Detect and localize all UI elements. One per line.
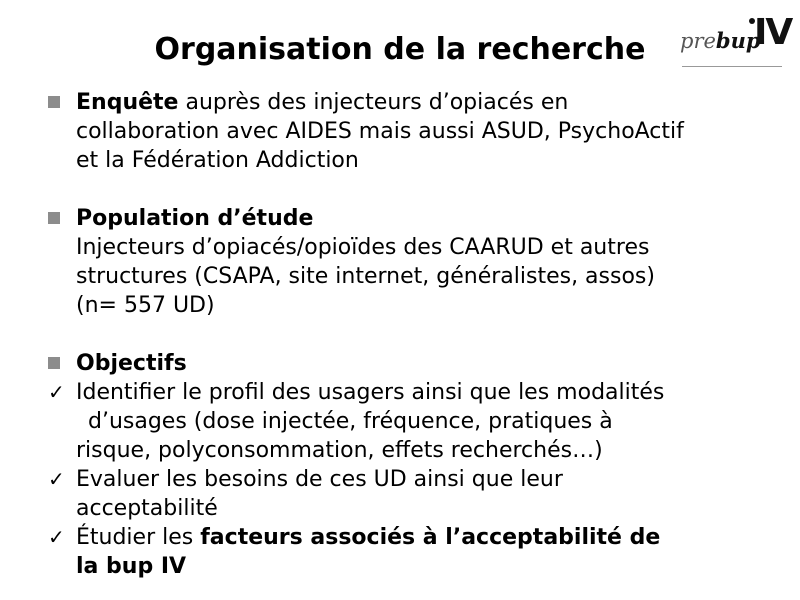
checkmark-icon: ✓ bbox=[48, 380, 65, 404]
check-item-profil bbox=[48, 378, 788, 465]
check-item-facteurs bbox=[48, 523, 788, 581]
check-text: Étudier les bbox=[76, 525, 201, 550]
logo-wordmark bbox=[680, 30, 761, 52]
logo-underline bbox=[682, 66, 782, 67]
bullet-line: collaboration avec AIDES mais aussi ASUD, PsychoActif bbox=[76, 119, 684, 144]
square-bullet-icon bbox=[48, 96, 60, 108]
bullet-text: auprès des injecteurs d’opiacés en bbox=[178, 90, 569, 115]
bullet-heading bbox=[76, 349, 788, 378]
bullet-line bbox=[76, 88, 788, 117]
check-item-besoins bbox=[48, 465, 788, 523]
bullet-heading-text: Population d’étude bbox=[76, 206, 314, 231]
bullet-heading: Enquête bbox=[76, 90, 179, 115]
bullet-line: Injecteurs d’opiacés/opioïdes des CAARUD et autres bbox=[76, 235, 650, 260]
bullet-line: structures (CSAPA, site internet, généralistes, assos) bbox=[76, 264, 655, 289]
prebup-iv-logo bbox=[676, 10, 792, 82]
check-line bbox=[76, 523, 788, 552]
bullet-heading-text: Objectifs bbox=[76, 351, 187, 376]
check-line: acceptabilité bbox=[76, 496, 218, 521]
logo-pre-text: pre bbox=[680, 29, 716, 53]
square-bullet-icon bbox=[48, 212, 60, 224]
slide-content bbox=[48, 88, 788, 581]
bullet-population bbox=[48, 204, 788, 320]
bullet-line: (n= 557 UD) bbox=[76, 293, 215, 318]
check-line: risque, polyconsommation, effets recherchés…) bbox=[76, 438, 603, 463]
spacer bbox=[48, 320, 788, 349]
bullet-enquete bbox=[48, 88, 788, 175]
logo-bup-text: bup bbox=[715, 28, 761, 53]
logo-iv-text: IV bbox=[754, 12, 792, 53]
spacer bbox=[48, 175, 788, 204]
check-line: Evaluer les besoins de ces UD ainsi que leur bbox=[76, 467, 563, 492]
checkmark-icon: ✓ bbox=[48, 525, 65, 549]
checkmark-icon: ✓ bbox=[48, 467, 65, 491]
slide-title: Organisation de la recherche bbox=[154, 32, 646, 67]
check-line: d’usages (dose injectée, fréquence, pratiques à bbox=[88, 409, 613, 434]
check-bold-text: facteurs associés à l’acceptabilité de bbox=[200, 525, 661, 550]
check-bold-text: la bup IV bbox=[76, 554, 187, 579]
bullet-line: et la Fédération Addiction bbox=[76, 148, 359, 173]
bullet-objectifs bbox=[48, 349, 788, 378]
check-line: Identifier le profil des usagers ainsi que les modalités bbox=[76, 380, 665, 405]
check-line bbox=[76, 552, 788, 581]
square-bullet-icon bbox=[48, 357, 60, 369]
bullet-heading bbox=[76, 204, 788, 233]
